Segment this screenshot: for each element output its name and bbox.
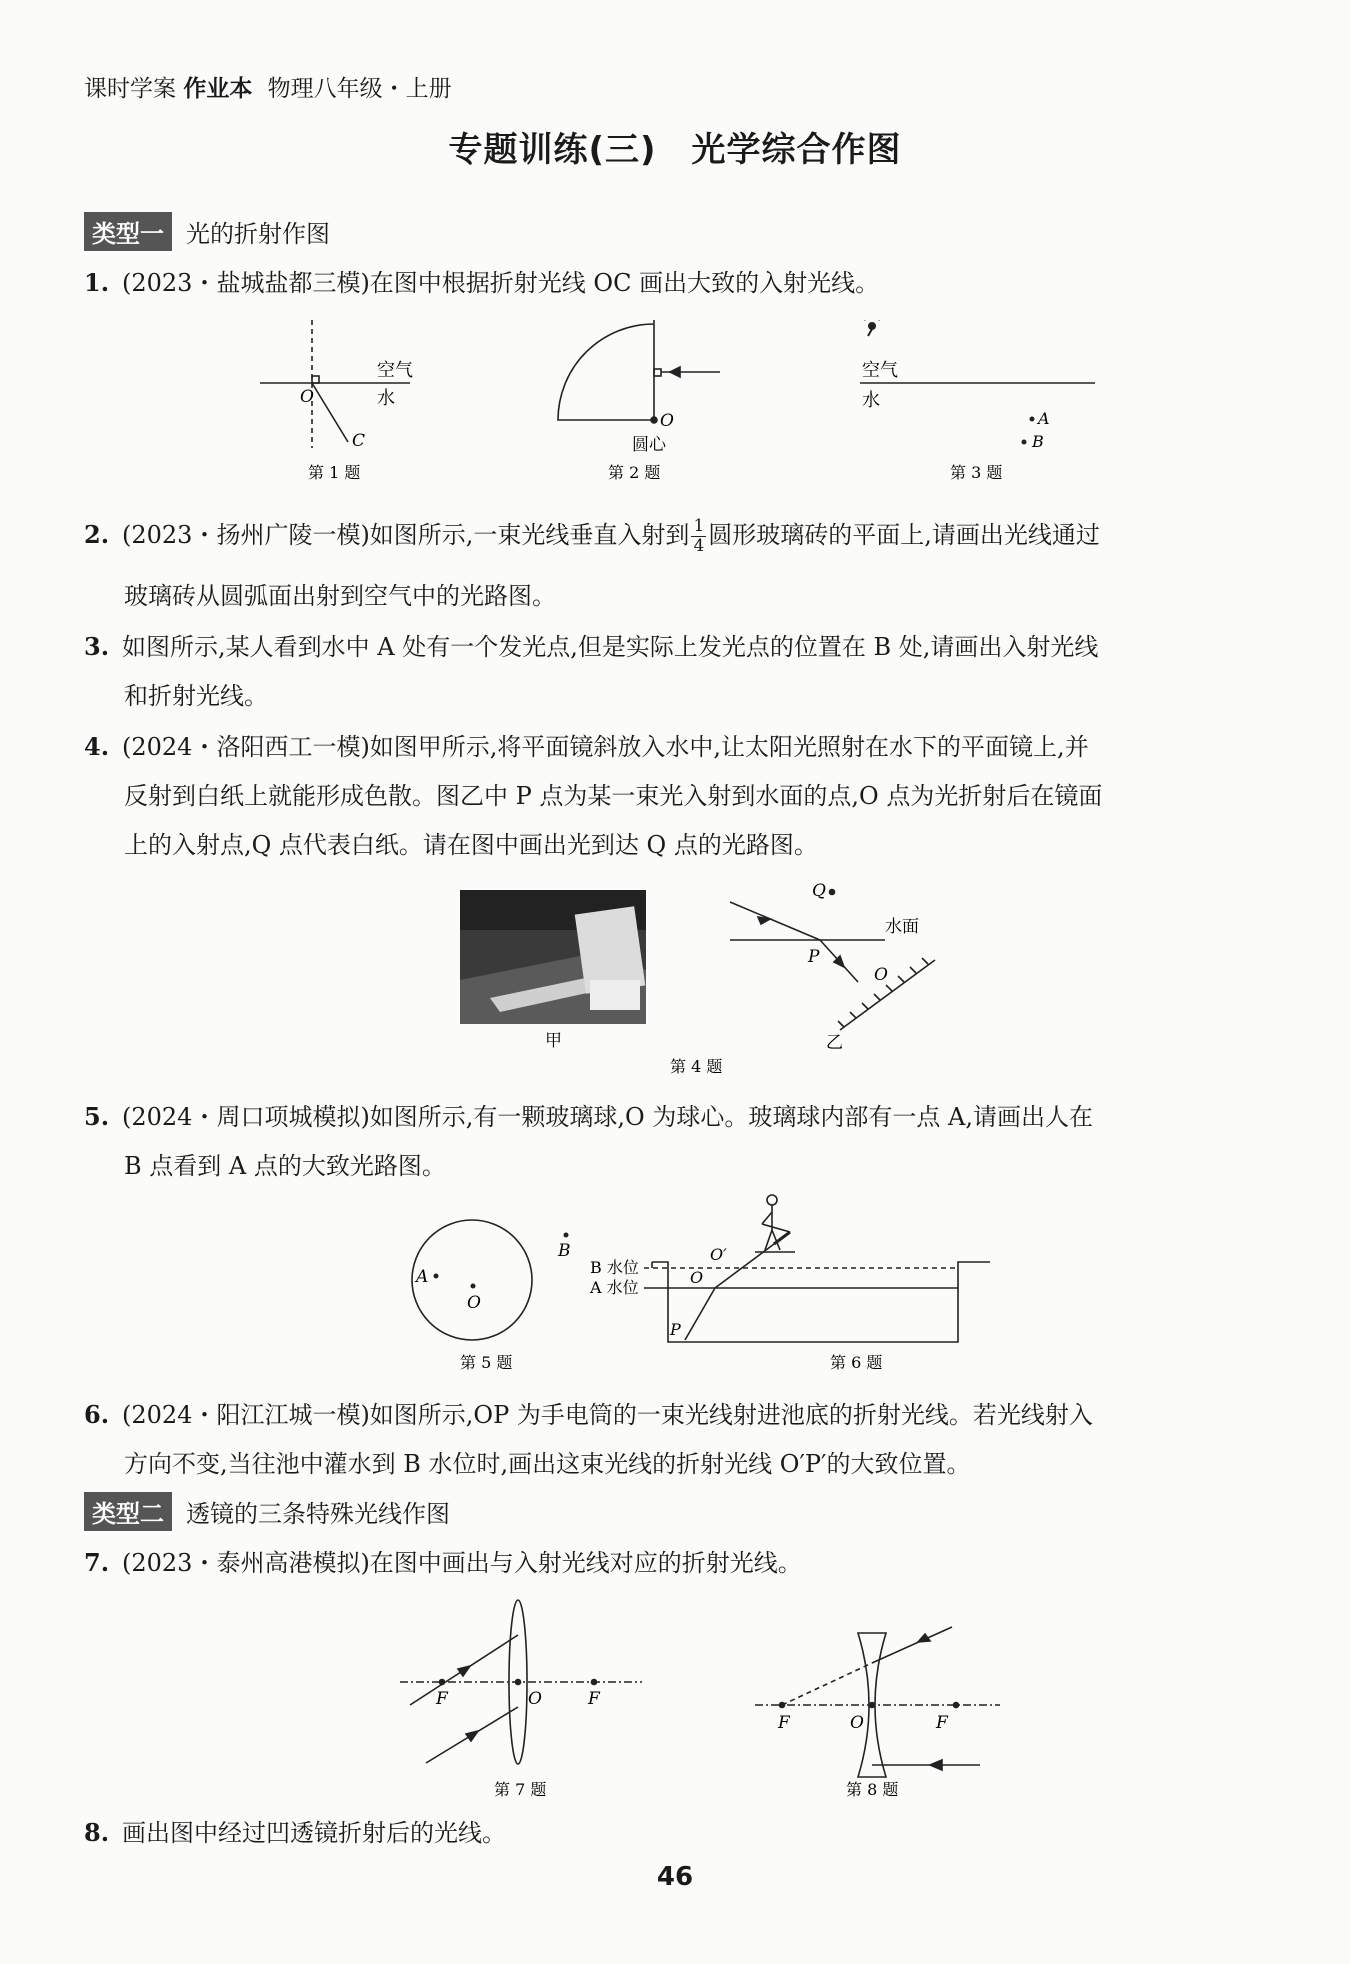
header-brand: 课时学案 bbox=[84, 76, 176, 102]
figure-1 bbox=[260, 320, 410, 448]
eye-icon bbox=[864, 320, 880, 336]
fig2-center-label: 圆心 bbox=[632, 435, 666, 455]
figure-4-diagram bbox=[730, 890, 935, 1031]
fig5-b-label: B bbox=[558, 1241, 571, 1261]
figures-5-6 bbox=[400, 1190, 1020, 1380]
fig7-f2: F bbox=[588, 1689, 600, 1709]
fig6-a-level: A 水位 bbox=[590, 1278, 639, 1297]
question-number: 1. bbox=[84, 268, 110, 297]
fig6-o-label: O bbox=[690, 1268, 704, 1287]
page-header bbox=[84, 70, 452, 103]
fig5-caption: 第 5 题 bbox=[460, 1353, 513, 1372]
fig1-o-label: O bbox=[300, 387, 314, 407]
section-name: 光的折射作图 bbox=[186, 220, 330, 248]
fig4-q-label: Q bbox=[812, 881, 826, 901]
question-text: 如图所示,某人看到水中 A 处有一个发光点,但是实际上发光点的位置在 B 处,请画出入射光线 bbox=[122, 633, 1099, 661]
figures-7-8 bbox=[390, 1595, 1010, 1805]
question-text: (2023・泰州高港模拟)在图中画出与入射光线对应的折射光线。 bbox=[122, 1549, 802, 1577]
question-text: (2024・洛阳西工一模)如图甲所示,将平面镜斜放入水中,让太阳光照射在水下的平面镜上,并 bbox=[122, 733, 1089, 761]
question-number: 2. bbox=[84, 520, 110, 549]
page-number: 46 bbox=[656, 1862, 694, 1892]
question-8 bbox=[84, 1808, 1284, 1858]
question-4 bbox=[84, 722, 1284, 870]
question-text: 画出图中经过凹透镜折射后的光线。 bbox=[122, 1819, 506, 1847]
question-2 bbox=[84, 510, 1284, 621]
question-7 bbox=[84, 1538, 1284, 1588]
figure-7 bbox=[400, 1600, 642, 1764]
fig4-surface-label: 水面 bbox=[885, 917, 919, 937]
fig7-caption: 第 7 题 bbox=[494, 1780, 547, 1799]
fig6-caption: 第 6 题 bbox=[830, 1353, 883, 1372]
question-text-line2: 玻璃砖从圆弧面出射到空气中的光路图。 bbox=[124, 582, 556, 610]
fig1-water-label: 水 bbox=[377, 388, 395, 409]
fig8-f2: F bbox=[936, 1713, 948, 1733]
section-tag: 类型二 bbox=[84, 1492, 172, 1531]
question-text-cont: 圆形玻璃砖的平面上,请画出光线通过 bbox=[708, 521, 1100, 549]
fig8-caption: 第 8 题 bbox=[846, 1780, 899, 1799]
fig6-o2-label: O′ bbox=[710, 1245, 727, 1264]
question-number: 4. bbox=[84, 732, 110, 761]
question-text: (2023・扬州广陵一模)如图所示,一束光线垂直入射到 bbox=[122, 521, 690, 549]
question-text: (2024・阳江江城一模)如图所示,OP 为手电筒的一束光线射进池底的折射光线。若光线射入 bbox=[122, 1401, 1093, 1429]
question-text-line3: 上的入射点,Q 点代表白纸。请在图中画出光到达 Q 点的光路图。 bbox=[124, 831, 818, 859]
question-3 bbox=[84, 622, 1284, 721]
figure-2 bbox=[558, 320, 720, 423]
question-number: 8. bbox=[84, 1818, 110, 1847]
figure-5 bbox=[412, 1220, 569, 1340]
question-number: 7. bbox=[84, 1548, 110, 1577]
question-number: 5. bbox=[84, 1102, 110, 1131]
fig7-f1: F bbox=[436, 1689, 448, 1709]
figures-1-3 bbox=[250, 320, 1150, 490]
question-text: (2023・盐城盐都三模)在图中根据折射光线 OC 画出大致的入射光线。 bbox=[122, 269, 880, 297]
section-type-1 bbox=[84, 212, 330, 251]
fig3-water-label: 水 bbox=[862, 390, 880, 411]
fig6-p-label: P bbox=[670, 1320, 681, 1339]
fig4-caption: 第 4 题 bbox=[670, 1057, 723, 1076]
page-title: 专题训练(三) 光学综合作图 bbox=[448, 130, 902, 170]
header-book: 作业本 bbox=[183, 76, 253, 102]
question-5 bbox=[84, 1092, 1284, 1191]
fig4-jia-label: 甲 bbox=[545, 1031, 562, 1051]
fraction-numerator: 1 bbox=[693, 516, 705, 536]
fig4-o-label: O bbox=[874, 965, 888, 985]
fig8-o: O bbox=[850, 1713, 864, 1733]
question-text-line2: 反射到白纸上就能形成色散。图乙中 P 点为某一束光入射到水面的点,O 点为光折射后在镜面 bbox=[124, 782, 1103, 810]
section-type-2 bbox=[84, 1492, 450, 1531]
figure-4 bbox=[460, 880, 960, 1080]
question-text-line2: 方向不变,当往池中灌水到 B 水位时,画出这束光线的折射光线 O′P′的大致位置。 bbox=[124, 1450, 971, 1478]
section-tag: 类型一 bbox=[84, 212, 172, 251]
question-6 bbox=[84, 1390, 1284, 1489]
fraction-denominator: 4 bbox=[693, 536, 705, 556]
question-text: (2024・周口项城模拟)如图所示,有一颗玻璃球,O 为球心。玻璃球内部有一点 A,请画出人在 bbox=[122, 1103, 1093, 1131]
fig4-yi-label: 乙 bbox=[826, 1033, 843, 1053]
photo-mirror-dispersion bbox=[460, 890, 646, 1024]
fig3-caption: 第 3 题 bbox=[950, 463, 1003, 482]
fig3-a-label: A bbox=[1038, 409, 1050, 428]
figure-8 bbox=[755, 1627, 1000, 1777]
fig5-o-label: O bbox=[467, 1293, 481, 1313]
fig6-b-level: B 水位 bbox=[590, 1258, 639, 1277]
question-text-line2: B 点看到 A 点的大致光路图。 bbox=[124, 1152, 446, 1180]
fig1-caption: 第 1 题 bbox=[308, 463, 361, 482]
fig1-c-label: C bbox=[352, 431, 366, 451]
question-number: 6. bbox=[84, 1400, 110, 1429]
question-text-line2: 和折射光线。 bbox=[124, 682, 268, 710]
question-number: 3. bbox=[84, 632, 110, 661]
fig7-o: O bbox=[528, 1689, 542, 1709]
fig2-caption: 第 2 题 bbox=[608, 463, 661, 482]
fig8-f1: F bbox=[778, 1713, 790, 1733]
question-1 bbox=[84, 258, 1284, 308]
fig4-p-label: P bbox=[808, 947, 820, 967]
fig1-air-label: 空气 bbox=[377, 360, 413, 381]
fig3-air-label: 空气 bbox=[862, 360, 898, 381]
fraction bbox=[691, 517, 706, 556]
section-name: 透镜的三条特殊光线作图 bbox=[186, 1500, 450, 1528]
fig3-b-label: B bbox=[1032, 432, 1044, 451]
header-subject: 物理八年级・上册 bbox=[267, 76, 452, 102]
fig2-o-label: O bbox=[660, 411, 674, 431]
fig5-a-label: A bbox=[416, 1267, 429, 1287]
